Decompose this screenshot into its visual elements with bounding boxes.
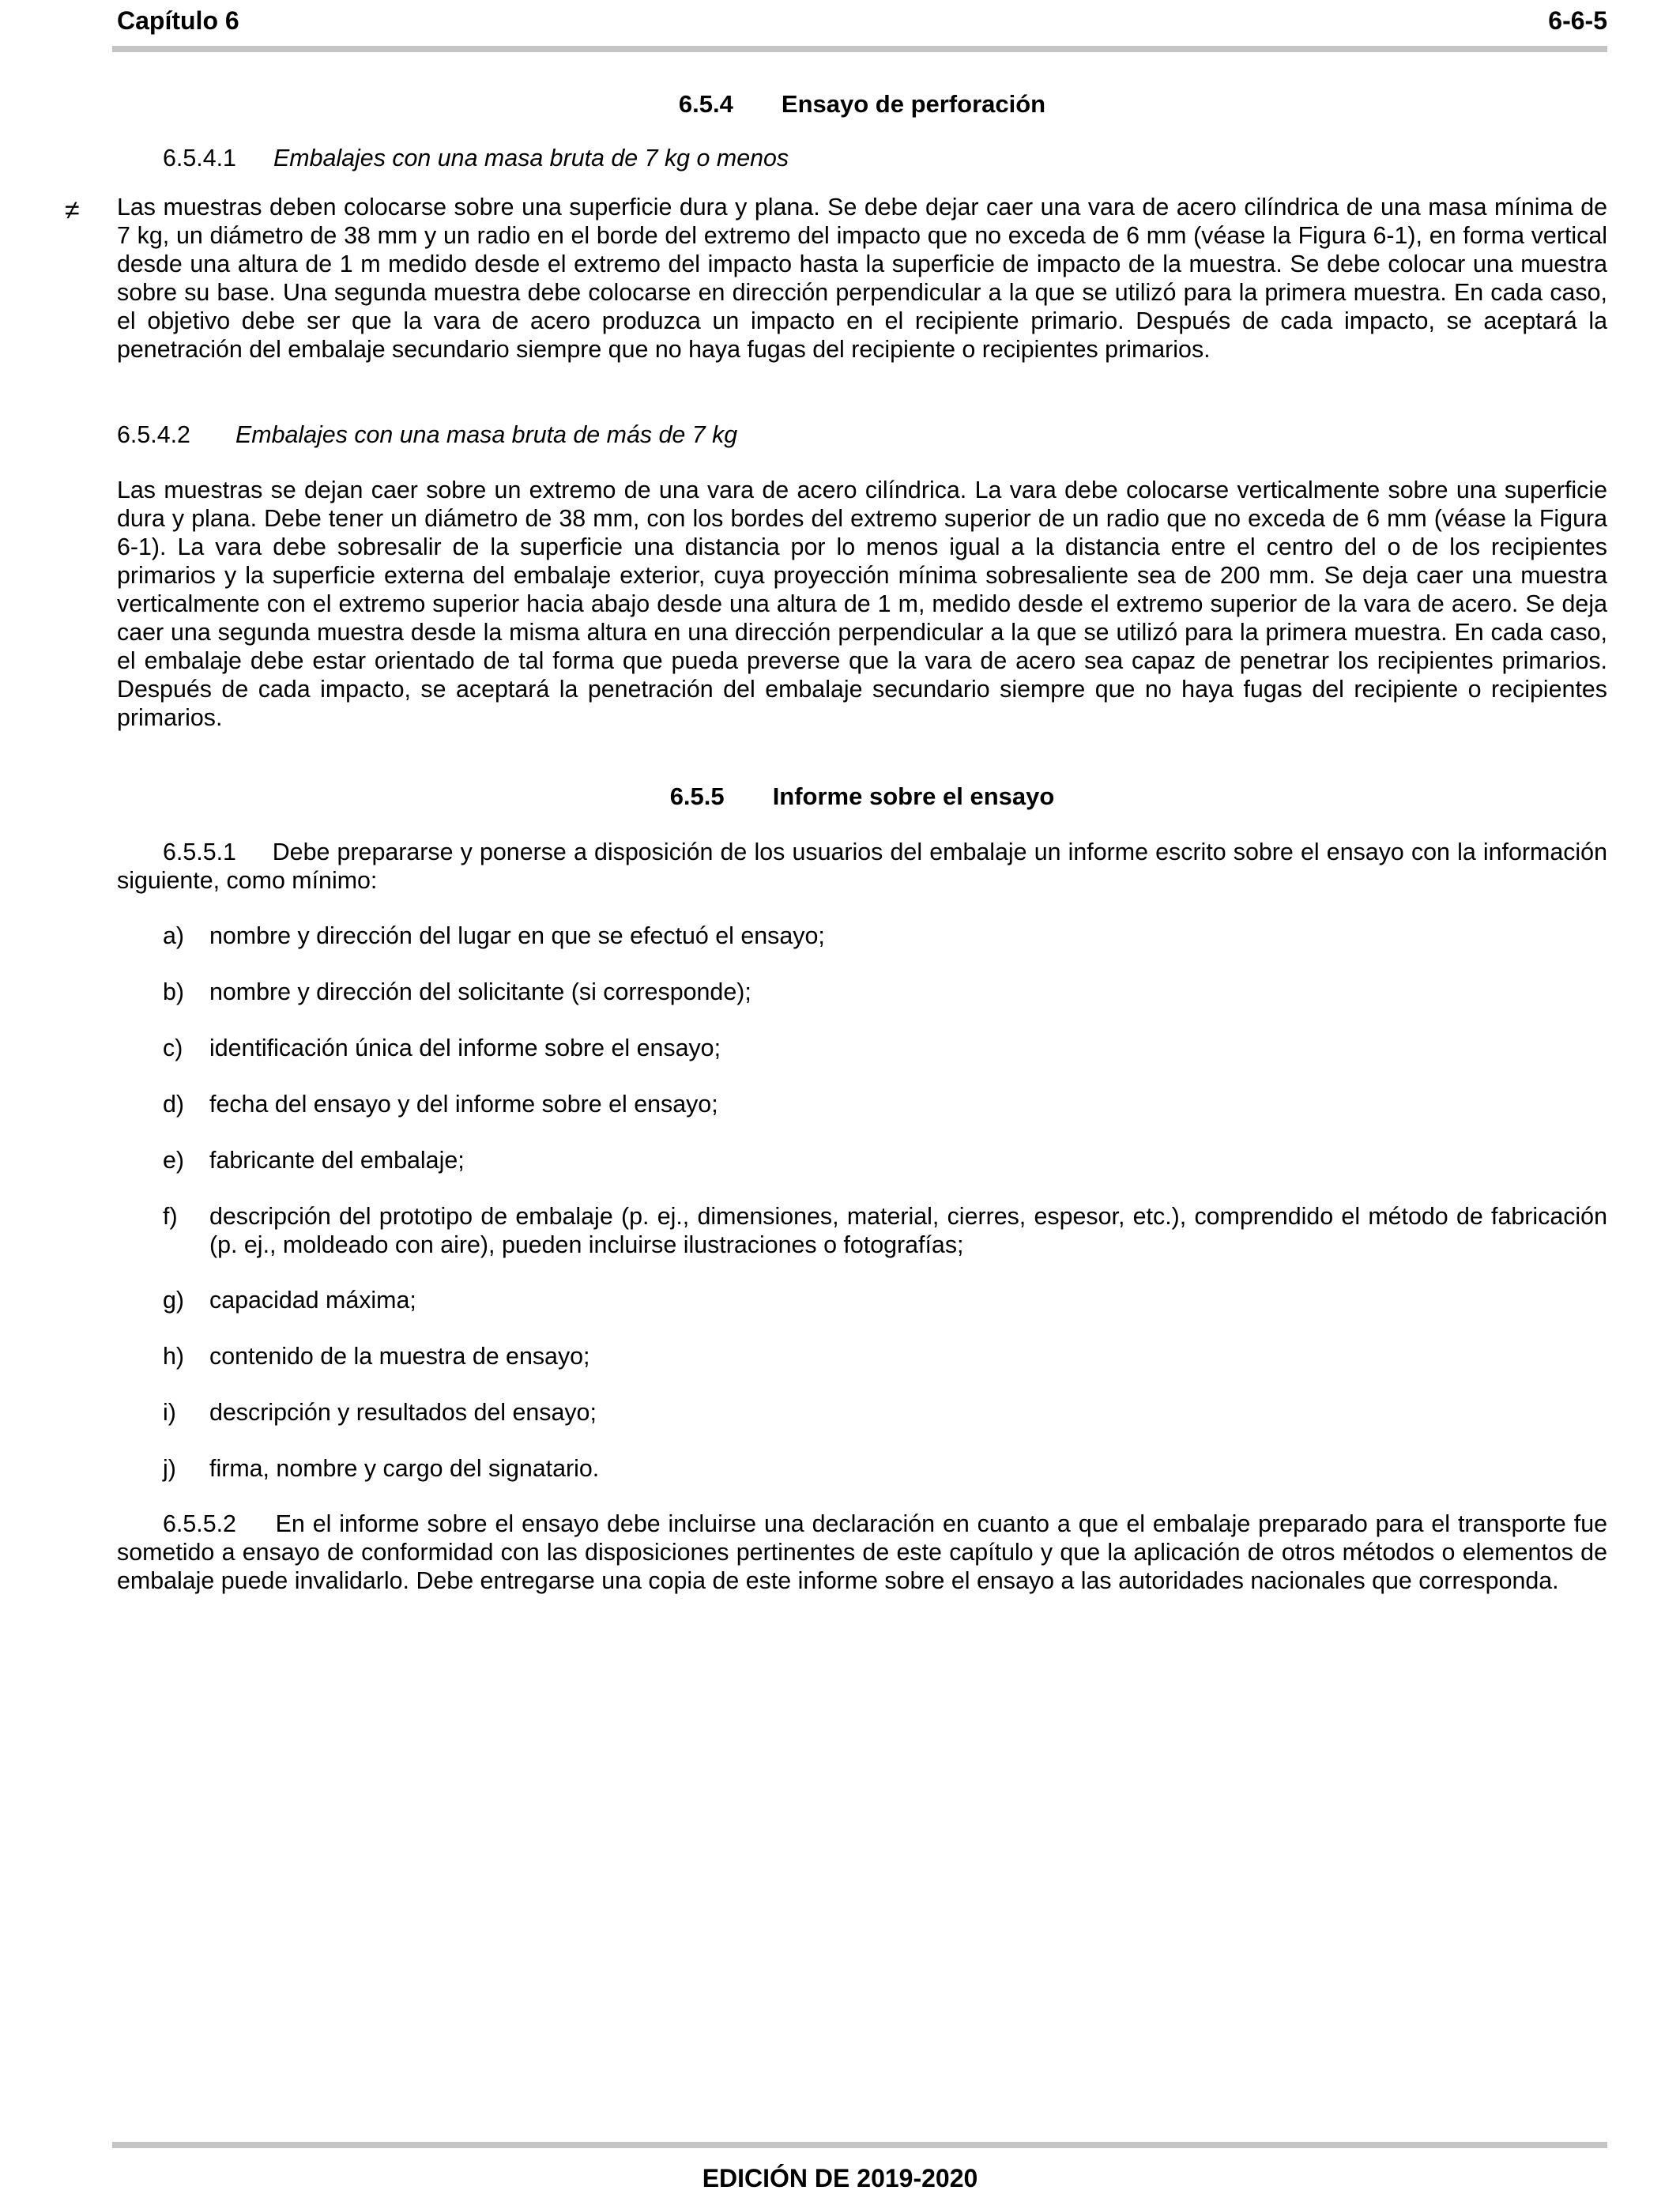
list-item	[117, 1398, 1607, 1427]
section-number: 6.5.4	[678, 90, 733, 118]
list-item-text: identificación única del informe sobre el ensayo;	[209, 1035, 721, 1061]
list-item-letter: i)	[163, 1399, 176, 1426]
chapter-label: Capítulo 6	[117, 6, 239, 35]
section-title: Informe sobre el ensayo	[772, 782, 1055, 810]
section-6-5-5-heading	[117, 781, 1607, 812]
list-item-letter: e)	[163, 1147, 185, 1174]
list-item-letter: j)	[163, 1455, 176, 1482]
paragraph-number: 6.5.5.2	[163, 1510, 236, 1537]
list-item-letter: a)	[163, 922, 185, 949]
amendment-mark: ≠	[65, 195, 80, 225]
subsection-number: 6.5.4.1	[163, 145, 236, 172]
paragraph-text: En el informe sobre el ensayo debe incluirse una declaración en cuanto a que el embalaje preparado para el transporte fue sometido a ensayo de conformidad con las disposiciones pertinentes de este capítulo y que la aplicación de otros métodos o elementos de embalaje puede invalidarlo. Debe entregarse una copia de este informe sobre el ensayo a las autoridades nacionales que corresponda.	[117, 1510, 1608, 1594]
list-item-text: nombre y dirección del solicitante (si corresponde);	[209, 978, 751, 1005]
subsection-title: Embalajes con una masa bruta de 7 kg o menos	[273, 145, 789, 172]
list-item	[117, 978, 1607, 1006]
list-item	[117, 1342, 1607, 1370]
paragraph-6-5-4-2: Las muestras se dejan caer sobre un extremo de una vara de acero cilíndrica. La vara debe colocarse verticalmente sobre una superficie dura y plana. Debe tener un diámetro de 38 mm, con los bordes del extremo superior de un radio que no exceda de 6 mm (véase la Figura 6-1). La vara debe sobresalir de la superficie una distancia por lo menos igual a la distancia entre el centro del o de los recipientes primarios y la superficie externa del embalaje exterior, cuya proyección mínima sobresaliente sea de 200 mm. Se deja caer una muestra verticalmente con el extremo superior hacia abajo desde una altura de 1 m, medido desde el extremo superior de la vara de acero. Se deja caer una segunda muestra desde la misma altura en una dirección perpendicular a la que se utilizó para la primera muestra. En cada caso, el embalaje debe estar orientado de tal forma que pueda preverse que la vara de acero sea capaz de penetrar los recipientes primarios. Después de cada impacto, se aceptará la penetración del embalaje secundario siempre que no haya fugas del recipiente o recipientes primarios.	[117, 477, 1607, 731]
list-item	[117, 1202, 1607, 1259]
subsection-number: 6.5.4.2	[117, 421, 190, 448]
list-item-text: firma, nombre y cargo del signatario.	[209, 1455, 600, 1482]
list-item	[117, 1146, 1607, 1174]
section-6-5-4-heading	[117, 89, 1607, 120]
list-item-letter: g)	[163, 1287, 185, 1314]
paragraph-text: Debe prepararse y ponerse a disposición de los usuarios del embalaje un informe escrito sobre el ensayo con la información siguiente, como mínimo:	[117, 839, 1607, 894]
page-number: 6-6-5	[1548, 6, 1607, 35]
header-rule	[112, 46, 1607, 52]
list-item-text: fabricante del embalaje;	[209, 1147, 465, 1174]
section-number: 6.5.5	[669, 782, 725, 810]
paragraph-6-5-5-2	[117, 1510, 1607, 1595]
subsection-title: Embalajes con una masa bruta de más de 7 kg	[235, 421, 738, 448]
list-item	[117, 1286, 1607, 1314]
list-item	[117, 1454, 1607, 1483]
paragraph-6-5-5-1	[117, 838, 1607, 895]
list-item-text: descripción del prototipo de embalaje (p. ej., dimensiones, material, cierres, espesor, etc.), comprendido el método de fabricación (p. ej., moldeado con aire), pueden incluirse ilustraciones o fotografías;	[209, 1203, 1607, 1258]
footer-rule	[112, 2142, 1607, 2148]
subsection-6-5-4-2-heading	[117, 420, 1607, 449]
list-item-text: descripción y resultados del ensayo;	[209, 1399, 597, 1426]
list-item	[117, 922, 1607, 950]
list-item-text: fecha del ensayo y del informe sobre el ensayo;	[209, 1091, 718, 1118]
list-item-letter: h)	[163, 1343, 185, 1370]
list-item-text: nombre y dirección del lugar en que se efectuó el ensayo;	[209, 922, 825, 949]
list-item-letter: c)	[163, 1035, 183, 1061]
page-header	[117, 5, 1607, 36]
paragraph-number: 6.5.5.1	[163, 839, 236, 865]
list-item-letter: d)	[163, 1091, 185, 1118]
list-item	[117, 1034, 1607, 1062]
list-item	[117, 1090, 1607, 1118]
list-item-text: capacidad máxima;	[209, 1287, 416, 1314]
edition-footer: EDICIÓN DE 2019-2020	[702, 2164, 978, 2192]
paragraph-6-5-4-1: Las muestras deben colocarse sobre una superficie dura y plana. Se debe dejar caer una vara de acero cilíndrica de una masa mínima de 7 kg, un diámetro de 38 mm y un radio en el borde del extremo del impacto que no exceda de 6 mm (véase la Figura 6-1), en forma vertical desde una altura de 1 m medido desde el extremo del impacto hasta la superficie de impacto de la muestra. Se debe colocar una muestra sobre su base. Una segunda muestra debe colocarse en dirección perpendicular a la que se utilizó para la primera muestra. En cada caso, el objetivo debe ser que la vara de acero produzca un impacto en el recipiente primario. Después de cada impacto, se aceptará la penetración del embalaje secundario siempre que no haya fugas del recipiente o recipientes primarios.	[117, 194, 1607, 363]
subsection-6-5-4-1-heading	[117, 144, 1607, 172]
section-title: Ensayo de perforación	[781, 90, 1046, 118]
list-item-letter: f)	[163, 1203, 178, 1230]
list-item-text: contenido de la muestra de ensayo;	[209, 1343, 590, 1370]
list-item-letter: b)	[163, 978, 185, 1005]
